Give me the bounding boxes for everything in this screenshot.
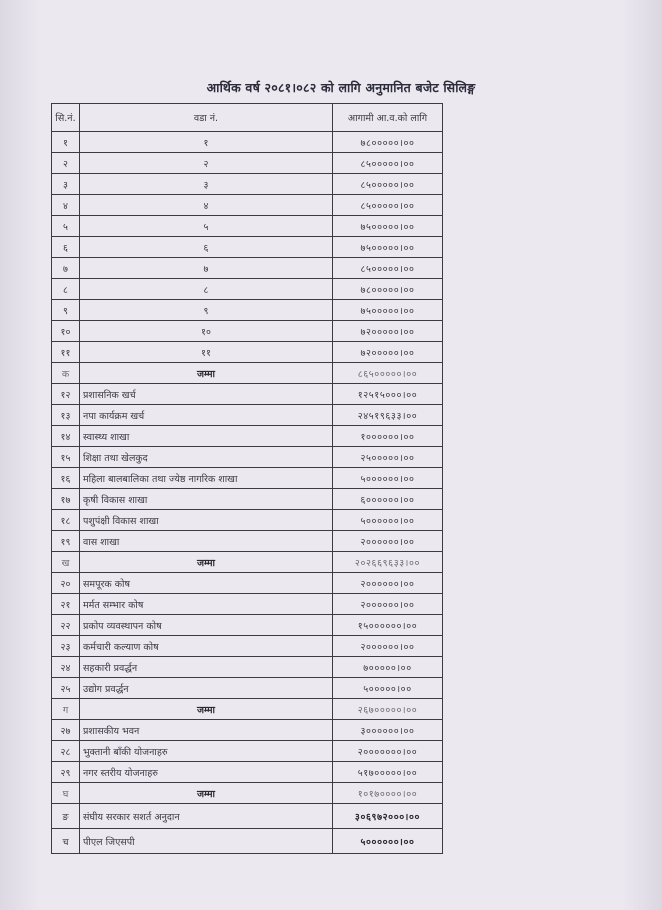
row-amount: ७५०००००।००: [333, 300, 443, 321]
row-description: नपा कार्यक्रम खर्च: [80, 405, 333, 426]
row-serial-number: २८: [52, 741, 80, 762]
table-row: [52, 594, 443, 615]
row-description: पीएल जिएसपी: [80, 829, 333, 854]
row-ward-number: ४: [80, 195, 333, 216]
row-description: जम्मा: [80, 363, 333, 384]
header-ward-number: वडा नं.: [80, 104, 333, 132]
row-amount: ७८०००००।००: [333, 132, 443, 153]
row-description: समपूरक कोष: [80, 573, 333, 594]
document-title: आर्थिक वर्ष २०८१।०८२ को लागि अनुमानित बजेट सिलिङ्ग: [206, 80, 476, 95]
row-serial-number: २९: [52, 762, 80, 783]
table-row: [52, 615, 443, 636]
row-serial-number: १२: [52, 384, 80, 405]
row-serial-number: ३: [52, 174, 80, 195]
row-description: महिला बालबालिका तथा ज्येष्ठ नागरिक शाखा: [80, 468, 333, 489]
row-amount: २००००००।००: [333, 594, 443, 615]
row-amount: ५१७०००००।००: [333, 762, 443, 783]
table-row: [52, 237, 443, 258]
row-description: प्रशासनिक खर्च: [80, 384, 333, 405]
row-description: वास शाखा: [80, 531, 333, 552]
row-serial-number: १०: [52, 321, 80, 342]
row-ward-number: ९: [80, 300, 333, 321]
row-ward-number: ५: [80, 216, 333, 237]
table-row: [52, 405, 443, 426]
row-ward-number: ११: [80, 342, 333, 363]
row-amount: २५०००००।००: [333, 447, 443, 468]
row-serial-number: च: [52, 829, 80, 854]
row-amount: ५००००००।००: [333, 468, 443, 489]
row-amount: ८५०००००।००: [333, 153, 443, 174]
row-ward-number: २: [80, 153, 333, 174]
table-row: [52, 510, 443, 531]
table-row: [52, 447, 443, 468]
table-row: [52, 132, 443, 153]
row-amount: २००००००।००: [333, 636, 443, 657]
row-description: मर्मत सम्भार कोष: [80, 594, 333, 615]
row-amount: ७५०००००।००: [333, 237, 443, 258]
table-row: [52, 804, 443, 829]
table-row: [52, 531, 443, 552]
table-row: [52, 258, 443, 279]
row-amount: ७२०००००।००: [333, 321, 443, 342]
table-header-row: [52, 104, 443, 132]
row-amount: १२५१५०००।००: [333, 384, 443, 405]
row-description: नगर स्तरीय योजनाहरु: [80, 762, 333, 783]
row-amount: २०००००००।००: [333, 741, 443, 762]
row-description: कर्मचारी कल्याण कोष: [80, 636, 333, 657]
row-ward-number: ७: [80, 258, 333, 279]
row-serial-number: ग: [52, 699, 80, 720]
row-description: प्रशासकीय भवन: [80, 720, 333, 741]
row-amount: १००००००।००: [333, 426, 443, 447]
row-amount: ७५०००००।००: [333, 216, 443, 237]
row-serial-number: १७: [52, 489, 80, 510]
table-row: [52, 829, 443, 854]
row-serial-number: २१: [52, 594, 80, 615]
row-description: पशुपंक्षी विकास शाखा: [80, 510, 333, 531]
row-serial-number: २५: [52, 678, 80, 699]
row-amount: २००००००।००: [333, 531, 443, 552]
row-serial-number: १३: [52, 405, 80, 426]
table-row: [52, 468, 443, 489]
row-description: जम्मा: [80, 783, 333, 804]
table-total-row: [52, 699, 443, 720]
table-row: [52, 342, 443, 363]
row-amount: ५०००००।००: [333, 678, 443, 699]
row-serial-number: २: [52, 153, 80, 174]
row-amount: ८६५०००००।००: [333, 363, 443, 384]
row-description: कृषी विकास शाखा: [80, 489, 333, 510]
row-serial-number: २०: [52, 573, 80, 594]
row-amount: २६७०००००।००: [333, 699, 443, 720]
row-serial-number: १८: [52, 510, 80, 531]
table-row: [52, 741, 443, 762]
row-amount: ८५०००००।००: [333, 258, 443, 279]
row-ward-number: ८: [80, 279, 333, 300]
row-serial-number: २७: [52, 720, 80, 741]
row-serial-number: ६: [52, 237, 80, 258]
table-body: [52, 132, 443, 854]
row-serial-number: २४: [52, 657, 80, 678]
row-description: शिक्षा तथा खेलकुद: [80, 447, 333, 468]
row-amount: ६००००००।००: [333, 489, 443, 510]
table-row: [52, 762, 443, 783]
table-row: [52, 678, 443, 699]
table-row: [52, 426, 443, 447]
row-serial-number: १: [52, 132, 80, 153]
table-row: [52, 636, 443, 657]
header-serial-number: सि.नं.: [52, 104, 80, 132]
table-row: [52, 573, 443, 594]
table-row: [52, 384, 443, 405]
table-total-row: [52, 363, 443, 384]
table-row: [52, 153, 443, 174]
row-serial-number: ४: [52, 195, 80, 216]
table-row: [52, 720, 443, 741]
row-amount: ३००००००।००: [333, 720, 443, 741]
row-amount: ८५०००००।००: [333, 195, 443, 216]
row-amount: ८५०००००।००: [333, 174, 443, 195]
row-amount: १५००००००।००: [333, 615, 443, 636]
table-row: [52, 195, 443, 216]
row-serial-number: ८: [52, 279, 80, 300]
row-serial-number: ११: [52, 342, 80, 363]
table-total-row: [52, 783, 443, 804]
row-ward-number: १: [80, 132, 333, 153]
row-amount: २०२६६९६३३।००: [333, 552, 443, 573]
row-amount: ३०६९७२०००।००: [333, 804, 443, 829]
row-serial-number: ९: [52, 300, 80, 321]
row-amount: ७८०००००।००: [333, 279, 443, 300]
row-serial-number: १६: [52, 468, 80, 489]
row-serial-number: घ: [52, 783, 80, 804]
row-amount: २४५१९६३३।००: [333, 405, 443, 426]
row-description: भुक्तानी बाँकी योजनाहरु: [80, 741, 333, 762]
header-next-fiscal-year: आगामी आ.व.को लागि: [333, 104, 443, 132]
row-serial-number: १९: [52, 531, 80, 552]
row-description: स्वास्थ्य शाखा: [80, 426, 333, 447]
row-serial-number: १५: [52, 447, 80, 468]
table-row: [52, 174, 443, 195]
row-serial-number: १४: [52, 426, 80, 447]
row-serial-number: क: [52, 363, 80, 384]
table-row: [52, 279, 443, 300]
table-row: [52, 300, 443, 321]
table-row: [52, 657, 443, 678]
row-ward-number: ६: [80, 237, 333, 258]
row-amount: ७२०००००।००: [333, 342, 443, 363]
row-serial-number: ख: [52, 552, 80, 573]
row-description: उद्योग प्रवर्द्धन: [80, 678, 333, 699]
row-description: जम्मा: [80, 552, 333, 573]
row-amount: १०१७००००।००: [333, 783, 443, 804]
row-description: संघीय सरकार सशर्त अनुदान: [80, 804, 333, 829]
row-amount: २००००००।००: [333, 573, 443, 594]
row-description: जम्मा: [80, 699, 333, 720]
row-description: प्रकोप व्यवस्थापन कोष: [80, 615, 333, 636]
budget-ceiling-table: [51, 103, 443, 854]
row-serial-number: ५: [52, 216, 80, 237]
row-ward-number: ३: [80, 174, 333, 195]
row-serial-number: २२: [52, 615, 80, 636]
row-amount: ५००००००।००: [333, 510, 443, 531]
table-row: [52, 216, 443, 237]
row-serial-number: ङ: [52, 804, 80, 829]
table-row: [52, 321, 443, 342]
row-serial-number: २३: [52, 636, 80, 657]
table-total-row: [52, 552, 443, 573]
table-row: [52, 489, 443, 510]
row-amount: ५००००००।००: [333, 829, 443, 854]
row-description: सहकारी प्रवर्द्धन: [80, 657, 333, 678]
row-amount: ७०००००।००: [333, 657, 443, 678]
row-ward-number: १०: [80, 321, 333, 342]
row-serial-number: ७: [52, 258, 80, 279]
